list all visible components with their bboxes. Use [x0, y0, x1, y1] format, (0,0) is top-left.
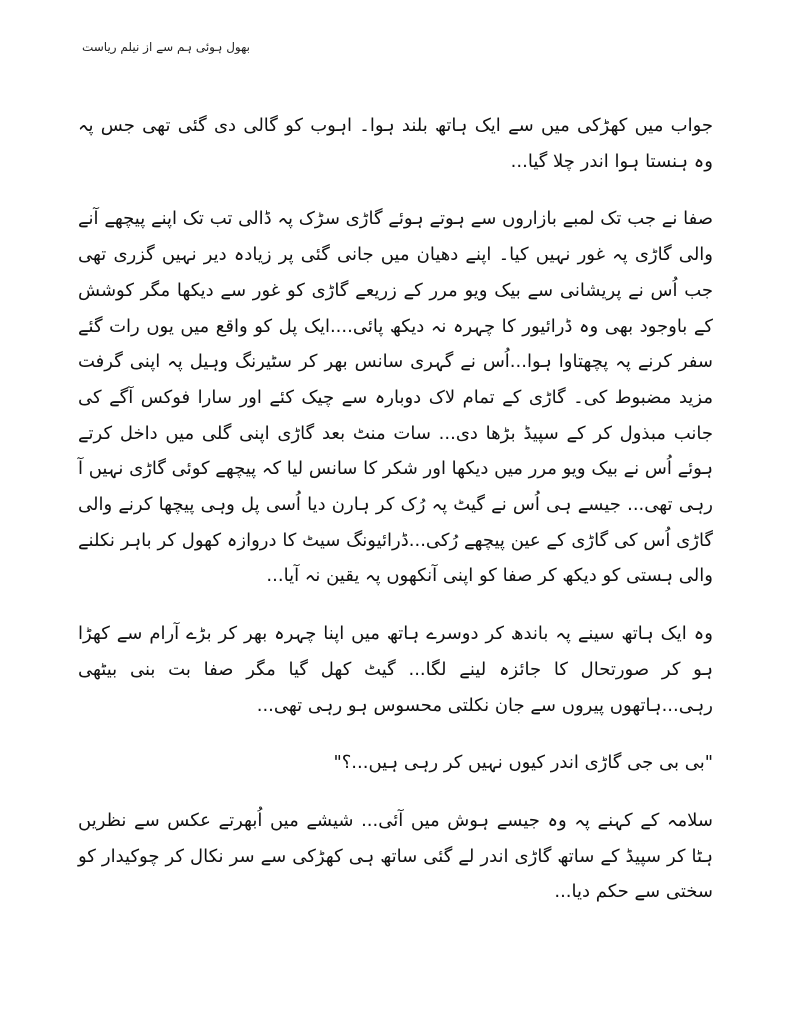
story-body	[78, 108, 713, 910]
paragraph-4-dialogue: "بی بی جی گاڑی اندر کیوں نہیں کر رہی ہیں...؟"	[333, 752, 713, 774]
paragraph-2: صفا نے جب تک لمبے بازاروں سے ہوتے ہوئے گاڑی سڑک پہ ڈالی تب تک اپنے پیچھے آنے والی گاڑی پہ غور نہیں کیا۔ اپنے دھیان میں جانی گئی پر زیادہ دیر نہیں گزری تھی جب اُس نے پریشانی سے بیک ویو مرر کے زریعے گاڑی کو غور سے دیکھا مگر کوشش کے باوجود بھی وہ ڈرائیور کا چہرہ نہ دیکھ پائی....ایک پل کو واقع میں یوں رات گئے سفر کرنے پہ پچھتاوا ہوا...اُس نے گہری سانس بھر کر سٹیرنگ وہیل پہ اپنی گرفت مزید مضبوط کی۔ گاڑی کے تمام لاک دوبارہ سے چیک کئے اور سارا فوکس آگے کی جانب مبذول کر کے سپیڈ بڑھا دی... سات منٹ بعد گاڑی اپنی گلی میں داخل کرتے ہوئے اُس نے بیک ویو مرر میں دیکھا اور شکر کا سانس لیا کہ پیچھے کوئی گاڑی نہیں آ رہی تھی... جیسے ہی اُس نے گیٹ پہ رُک کر ہارن دیا اُسی پل وہی پیچھا کرنے والی گاڑی اُس کی گاڑی کے عین پیچھے رُکی...ڈرائیونگ سیٹ کا دروازہ کھول کر باہر نکلنے والی ہستی کو دیکھ کر صفا کو اپنی آنکھوں پہ یقین نہ آیا...	[77, 208, 713, 587]
paragraph-3: وہ ایک ہاتھ سینے پہ باندھ کر دوسرے ہاتھ میں اپنا چہرہ بھر کر بڑے آرام سے کھڑا ہو کر صورتحال کا جائزہ لینے لگا... گیٹ کھل گیا مگر صفا بت بنی بیٹھی رہی...ہاتھوں پیروں سے جان نکلتی محسوس ہو رہی تھی...	[78, 623, 713, 716]
paragraph-1: جواب میں کھڑکی میں سے ایک ہاتھ بلند ہوا۔ اہوب کو گالی دی گئی تھی جس پہ وہ ہنستا ہوا اندر چلا گیا...	[78, 115, 713, 172]
running-header: بھول ہوئی ہم سے از نیلم ریاست	[81, 40, 250, 54]
paragraph-5: سلامہ کے کہنے پہ وہ جیسے ہوش میں آئی... شیشے میں اُبھرتے عکس سے نظریں ہٹا کر سپیڈ کے ساتھ گاڑی اندر لے گئی ساتھ ہی کھڑکی سے سر نکال کر چوکیدار کو سختی سے حکم دیا...	[78, 809, 713, 903]
